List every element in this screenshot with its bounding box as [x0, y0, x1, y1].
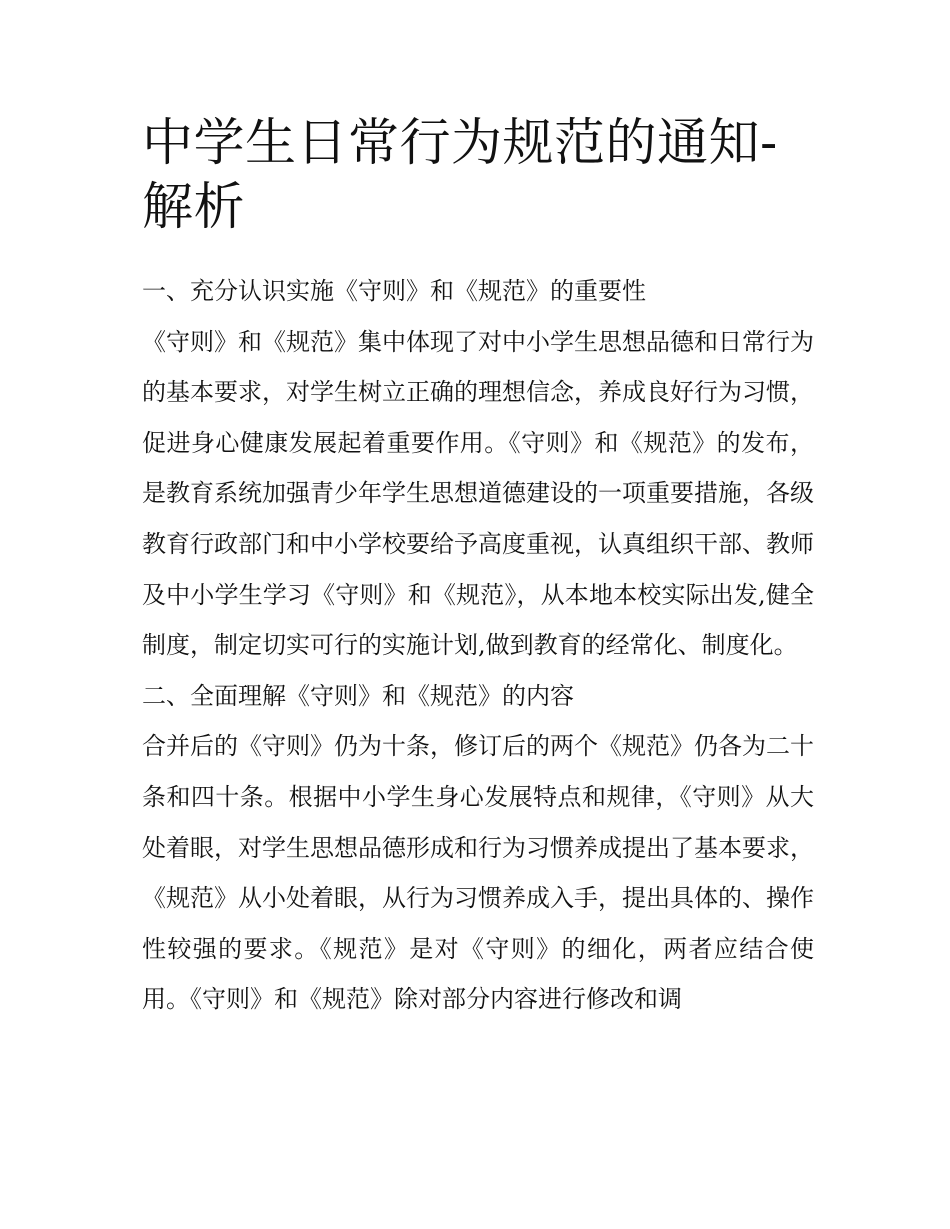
section-heading-1: 一、充分认识实施《守则》和《规范》的重要性	[142, 277, 646, 305]
section-importance	[142, 266, 814, 671]
section-paragraph-2: 合并后的《守则》仍为十条，修订后的两个《规范》仍各为二十条和四十条。根据中小学生身心发展特点和规律，《守则》从大处着眼，对学生思想品德形成和行为习惯养成提出了基本要求，《规范》从小处着眼，从行为习惯养成入手，提出具体的、操作性较强的要求。《规范》是对《守则》的细化，两者应结合使用。《守则》和《规范》除对部分内容进行修改和调	[142, 732, 814, 1014]
document-page	[142, 112, 814, 1025]
section-content	[142, 671, 814, 1025]
section-paragraph-1: 《守则》和《规范》集中体现了对中小学生思想品德和日常行为的基本要求，对学生树立正确的理想信念，养成良好行为习惯，促进身心健康发展起着重要作用。《守则》和《规范》的发布，是教育系统加强青少年学生思想道德建设的一项重要措施，各级教育行政部门和中小学校要给予高度重视，认真组织干部、教师及中小学生学习《守则》和《规范》，从本地本校实际出发,健全制度，制定切实可行的实施计划,做到教育的经常化、制度化。	[142, 327, 814, 660]
document-title: 中学生日常行为规范的通知-解析	[142, 114, 778, 237]
section-heading-2: 二、全面理解《守则》和《规范》的内容	[142, 681, 574, 710]
